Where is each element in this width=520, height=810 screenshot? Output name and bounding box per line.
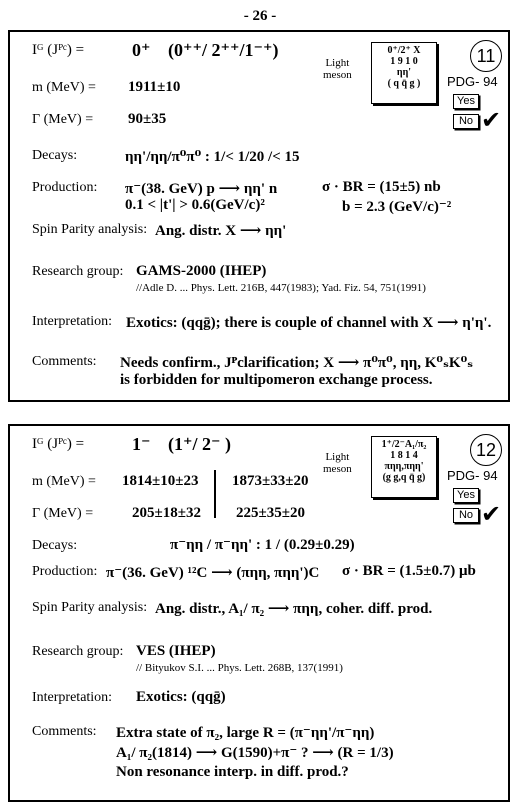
production-line-1: π⁻(36. GeV) ¹²C ⟶ (πηη, πηη')C — [106, 565, 320, 581]
spin-parity-label: Spin Parity analysis: — [32, 600, 148, 615]
interpretation-value: Exotics: (qqḡ) — [136, 689, 226, 705]
meson-card-11 — [8, 30, 510, 402]
research-group-value: GAMS-2000 (IHEP) — [136, 263, 267, 279]
igjpc-label: Iᴳ (Jᴾᶜ) = — [32, 42, 85, 58]
light-meson-label: Light meson — [323, 57, 352, 81]
reference-text: //Adle D. ... Phys. Lett. 216B, 447(1983); Yad. Fiz. 54, 751(1991) — [136, 282, 426, 294]
production-cross-section: σ · BR = (1.5±0.7) μb — [342, 563, 476, 579]
spin-parity-label: Spin Parity analysis: — [32, 222, 148, 237]
divider-line — [214, 470, 216, 518]
comments-label: Comments: — [32, 354, 97, 369]
production-label: Production: — [32, 564, 98, 579]
light-meson-label: Light meson — [323, 451, 352, 475]
decays-label: Decays: — [32, 538, 78, 553]
decays-label: Decays: — [32, 148, 78, 163]
decays-value: ηη'/ηη/π⁰π⁰ : 1/< 1/20 /< 15 — [125, 149, 300, 165]
no-button[interactable]: No — [453, 508, 479, 523]
quantum-numbers: 1⁻ — [132, 434, 151, 454]
no-button[interactable]: No — [453, 114, 479, 129]
quantum-numbers: 0⁺ — [132, 40, 151, 60]
interpretation-label: Interpretation: — [32, 314, 113, 329]
comments-label: Comments: — [32, 724, 97, 739]
pdg-label: PDG- 94 — [447, 74, 498, 89]
checkmark-icon: ✔ — [481, 500, 502, 528]
yes-button[interactable]: Yes — [453, 488, 479, 503]
research-group-label: Research group: — [32, 264, 124, 279]
mass-value: 1814±10±23 — [122, 473, 199, 489]
mass-label: m (MeV) = — [32, 474, 96, 489]
quark-content-box: 1⁺/2⁻A₁/π₂ 1 8 1 4 πηη,πηη' (g g,q q̄ g) — [371, 436, 437, 498]
interpretation-value: Exotics: (qqḡ); there is couple of channel with X ⟶ η'η'. — [126, 315, 492, 331]
decays-value: π⁻ηη / π⁻ηη' : 1 / (0.29±0.29) — [170, 537, 355, 553]
production-slope: b = 2.3 (GeV/c)⁻² — [342, 199, 452, 215]
page-number: - 26 - — [243, 8, 277, 24]
production-line-1: π⁻(38. GeV) p ⟶ ηη' n — [125, 181, 278, 197]
card-number-circle: 12 — [470, 434, 502, 466]
width-value: 90±35 — [128, 111, 167, 127]
spin-parity-value: Ang. distr., A₁/ π₂ ⟶ πηη, coher. diff. prod. — [155, 601, 433, 617]
research-group-value: VES (IHEP) — [136, 643, 216, 659]
mass-value-alt: 1873±33±20 — [232, 473, 309, 489]
quantum-numbers-alt: (0⁺⁺/ 2⁺⁺/1⁻⁺) — [168, 40, 279, 60]
quantum-numbers-alt: (1⁺/ 2⁻ ) — [168, 434, 231, 454]
comments-line-2: is forbidden for multipomeron exchange process. — [120, 372, 433, 388]
production-cross-section: σ · BR = (15±5) nb — [322, 179, 441, 195]
comments-line-3: Non resonance interp. in diff. prod.? — [116, 764, 349, 780]
width-value: 205±18±32 — [132, 505, 201, 521]
production-label: Production: — [32, 180, 98, 195]
checkmark-icon: ✔ — [481, 106, 502, 134]
mass-value: 1911±10 — [128, 79, 181, 95]
width-label: Γ (MeV) = — [32, 112, 94, 127]
reference-text: // Bityukov S.I. ... Phys. Lett. 268B, 137(1991) — [136, 662, 343, 674]
comments-line-1: Extra state of π₂, large R = (π⁻ηη'/π⁻ηη) — [116, 725, 375, 741]
research-group-label: Research group: — [32, 644, 124, 659]
spin-parity-value: Ang. distr. X ⟶ ηη' — [155, 223, 287, 239]
interpretation-label: Interpretation: — [32, 690, 113, 705]
yes-button[interactable]: Yes — [453, 94, 479, 109]
comments-line-1: Needs confirm., Jᴾclarification; X ⟶ π⁰π⁰, ηη, K⁰ₛK⁰ₛ — [120, 355, 474, 371]
mass-label: m (MeV) = — [32, 80, 96, 95]
width-value-alt: 225±35±20 — [236, 505, 305, 521]
meson-card-12 — [8, 424, 510, 802]
pdg-label: PDG- 94 — [447, 468, 498, 483]
production-line-2: 0.1 < |t'| > 0.6(GeV/c)² — [125, 197, 265, 213]
width-label: Γ (MeV) = — [32, 506, 94, 521]
comments-line-2: A₁/ π₂(1814) ⟶ G(1590)+π⁻ ? ⟶ (R = 1/3) — [116, 745, 394, 761]
card-number-circle: 11 — [470, 40, 502, 72]
quark-content-box: 0⁺/2⁺ X 1 9 1 0 ηη' ( q q̄ g ) — [371, 42, 437, 104]
igjpc-label: Iᴳ (Jᴾᶜ) = — [32, 436, 85, 452]
